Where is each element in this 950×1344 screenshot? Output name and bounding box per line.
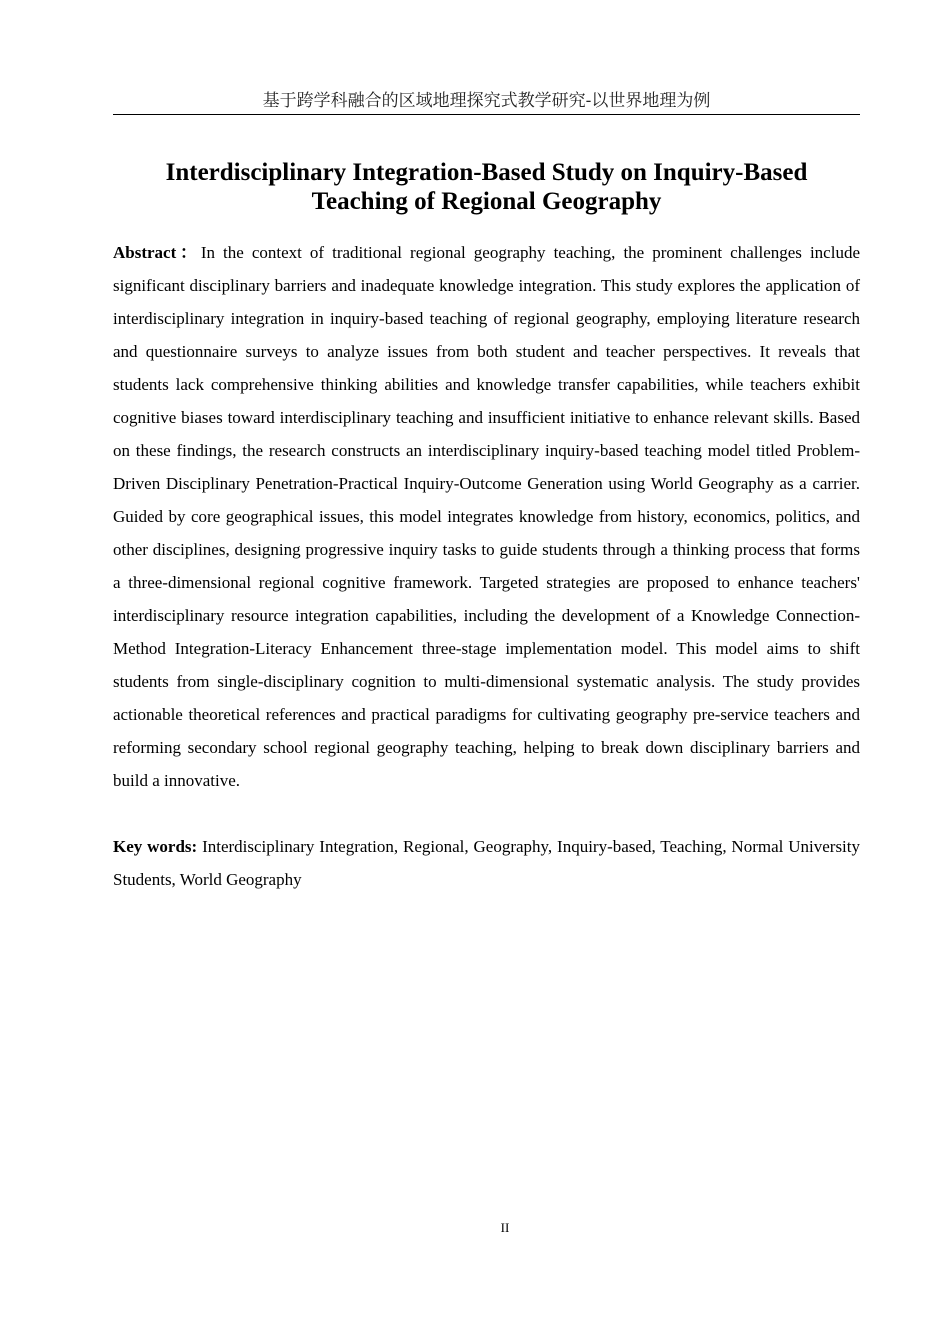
- abstract-label: Abstract：: [113, 243, 201, 262]
- paper-title-line-1: Interdisciplinary Integration-Based Study on Inquiry-Based: [165, 159, 808, 186]
- keywords-text: Interdisciplinary Integration, Regional, Geography, Inquiry-based, Teaching, Normal University Students, World Geography: [113, 837, 860, 889]
- paper-title-line-2: Teaching of Regional Geography: [311, 188, 662, 215]
- paper-title: [113, 158, 860, 216]
- running-header-title: 基于跨学科融合的区域地理探究式教学研究-以世界地理为例: [262, 91, 711, 111]
- page-number: II: [500, 1220, 510, 1235]
- abstract-paragraph: [113, 236, 860, 797]
- keywords-paragraph: [113, 830, 860, 896]
- abstract-text: In the context of traditional regional geography teaching, the prominent challenges include significant disciplinary barriers and inadequate knowledge integration. This study explores the application of interdisciplinary integration in inquiry-based teaching of regional geography, employing literature research and questionnaire surveys to analyze issues from both student and teacher perspectives. It reveals that students lack comprehensive thinking abilities and knowledge transfer capabilities, while teachers exhibit cognitive biases toward interdisciplinary teaching and insufficient initiative to enhance relevant skills. Based on these findings, the research constructs an interdisciplinary inquiry-based teaching model titled Problem-Driven Disciplinary Penetration-Practical Inquiry-Outcome Generation using World Geography as a carrier. Guided by core geographical issues, this model integrates knowledge from history, economics, politics, and other disciplines, designing progressive inquiry tasks to guide students through a thinking process that forms a three-dimensional regional cognitive framework. Targeted strategies are proposed to enhance teachers' interdisciplinary resource integration capabilities, including the development of a Knowledge Connection-Method Integration-Literacy Enhancement three-stage implementation model. This model aims to shift students from single-disciplinary cognition to multi-dimensional systematic analysis. The study provides actionable theoretical references and practical paradigms for cultivating geography pre-service teachers and reforming secondary school regional geography teaching, helping to break down disciplinary barriers and build a innovative.: [113, 243, 860, 790]
- keywords-label: Key words:: [113, 837, 198, 856]
- running-header: [113, 90, 860, 115]
